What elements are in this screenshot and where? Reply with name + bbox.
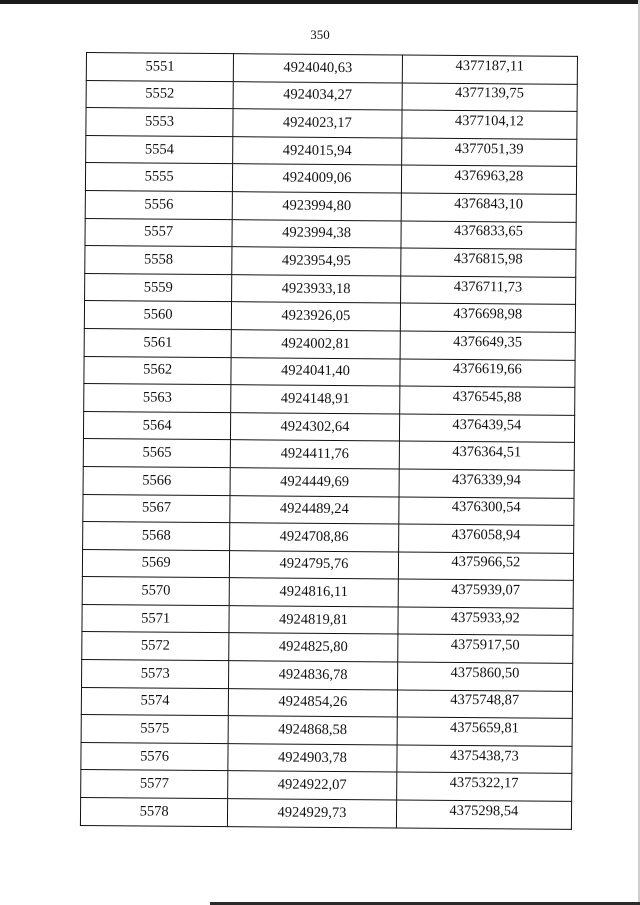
cell-text: 4375659,81: [450, 719, 520, 737]
point-number-cell: [83, 439, 230, 468]
x-coordinate-cell: [229, 661, 398, 690]
x-coordinate-cell: [228, 799, 397, 828]
x-coordinate-cell: [234, 54, 403, 83]
cell-text: 5564: [142, 416, 172, 434]
cell-text: 5571: [141, 610, 171, 627]
x-coordinate-cell: [228, 743, 397, 772]
point-number-cell: [83, 522, 230, 551]
cell-text: 4924854,26: [278, 693, 348, 711]
scan-border-top: [0, 0, 640, 4]
point-number-cell: [85, 190, 232, 219]
y-coordinate-cell: [401, 221, 577, 250]
cell-text: 4924795,76: [279, 556, 349, 573]
cell-text: 4376963,28: [454, 168, 524, 185]
cell-text: 4377104,12: [454, 112, 524, 130]
y-coordinate-cell: [400, 303, 576, 332]
cell-text: 5566: [142, 472, 172, 489]
y-coordinate-cell: [397, 662, 573, 691]
x-coordinate-cell: [232, 302, 401, 331]
y-coordinate-cell: [396, 745, 572, 774]
cell-text: 4376698,98: [453, 306, 523, 323]
table-row: [84, 384, 575, 415]
y-coordinate-cell: [398, 524, 574, 553]
cell-text: 4376833,65: [453, 223, 523, 240]
cell-text: 4924922,07: [277, 776, 347, 794]
cell-text: 4377139,75: [454, 85, 524, 102]
cell-text: 4924411,76: [280, 445, 350, 463]
cell-text: 4376364,51: [452, 443, 522, 461]
table-row: [85, 190, 576, 221]
x-coordinate-cell: [230, 550, 399, 579]
cell-text: 4924302,64: [280, 418, 350, 435]
cell-text: 4923994,38: [282, 224, 352, 242]
table-row: [82, 660, 573, 691]
y-coordinate-cell: [401, 165, 577, 194]
cell-text: 5555: [144, 168, 174, 185]
table-row: [85, 273, 576, 304]
cell-text: 4924449,69: [280, 473, 350, 490]
y-coordinate-cell: [397, 634, 573, 663]
cell-text: 4924023,17: [282, 114, 352, 132]
cell-text: 4924903,78: [277, 749, 347, 766]
table-row: [81, 687, 572, 718]
point-number-cell: [81, 742, 228, 771]
cell-text: 4376339,94: [451, 471, 521, 489]
cell-text: 4376843,10: [454, 195, 524, 213]
table-row: [83, 439, 574, 470]
cell-text: 4376711,73: [453, 278, 523, 295]
point-number-cell: [83, 411, 230, 440]
table-row: [86, 80, 577, 111]
x-coordinate-cell: [230, 468, 399, 497]
y-coordinate-cell: [399, 469, 575, 498]
y-coordinate-cell: [400, 248, 576, 277]
point-number-cell: [84, 356, 231, 385]
cell-text: 4924009,06: [282, 169, 352, 187]
y-coordinate-cell: [400, 359, 576, 388]
cell-text: 5575: [140, 720, 170, 737]
cell-text: 5554: [144, 141, 174, 158]
table-row: [80, 798, 571, 829]
point-number-cell: [82, 660, 229, 689]
cell-text: 4376649,35: [453, 333, 523, 351]
cell-text: 5565: [142, 444, 172, 461]
x-coordinate-cell: [233, 109, 402, 138]
cell-text: 4375966,52: [451, 554, 521, 571]
cell-text: 4924040,63: [283, 59, 353, 76]
y-coordinate-cell: [396, 772, 572, 801]
cell-text: 5562: [143, 361, 173, 379]
cell-text: 5563: [142, 389, 172, 406]
y-coordinate-cell: [400, 331, 576, 360]
table-row: [83, 494, 574, 525]
table-row: [82, 604, 573, 635]
cell-text: 4375933,92: [450, 609, 520, 627]
cell-text: 5574: [140, 692, 170, 710]
cell-text: 5561: [143, 334, 173, 351]
table-row: [82, 549, 573, 580]
table-row: [82, 577, 573, 608]
table-row: [84, 328, 575, 359]
y-coordinate-cell: [400, 276, 576, 305]
cell-text: 4924708,86: [279, 528, 349, 545]
point-number-cell: [86, 108, 233, 137]
cell-text: 4924816,11: [279, 583, 348, 601]
cell-text: 4923994,80: [282, 197, 352, 214]
point-number-cell: [83, 494, 230, 523]
point-number-cell: [80, 798, 227, 827]
cell-text: 4924825,80: [278, 638, 348, 656]
x-coordinate-cell: [230, 523, 399, 552]
point-number-cell: [86, 80, 233, 109]
x-coordinate-cell: [232, 247, 401, 276]
x-coordinate-cell: [231, 330, 400, 359]
point-number-cell: [85, 163, 232, 192]
point-number-cell: [82, 549, 229, 578]
x-coordinate-cell: [231, 440, 400, 469]
table-row: [86, 108, 577, 139]
cell-text: 4375322,17: [449, 775, 519, 792]
table-row: [82, 632, 573, 663]
table-row: [86, 53, 577, 84]
cell-text: 4375917,50: [450, 637, 520, 654]
y-coordinate-cell: [396, 800, 572, 829]
point-number-cell: [85, 273, 232, 302]
table-row: [81, 715, 572, 746]
cell-text: 4375298,54: [449, 802, 519, 820]
x-coordinate-cell: [229, 578, 398, 607]
table-row: [83, 522, 574, 553]
cell-text: 4376439,54: [452, 416, 522, 433]
table-row: [83, 411, 574, 442]
table-row: [86, 135, 577, 166]
cell-text: 5556: [144, 196, 174, 213]
table-row: [85, 163, 576, 194]
cell-text: 4923954,95: [281, 252, 351, 270]
cell-text: 4376815,98: [453, 250, 523, 268]
x-coordinate-cell: [228, 716, 397, 745]
point-number-cell: [81, 687, 228, 716]
cell-text: 5558: [143, 251, 174, 268]
y-coordinate-cell: [399, 441, 575, 470]
point-number-cell: [85, 246, 232, 275]
cell-text: 4375438,73: [449, 747, 519, 765]
cell-text: 5553: [145, 113, 175, 130]
cell-text: 4376545,88: [452, 388, 522, 406]
table-row: [83, 466, 574, 497]
cell-text: 5578: [139, 803, 169, 820]
cell-text: 5576: [140, 748, 170, 765]
cell-text: 5570: [141, 582, 171, 599]
page-number: 350: [310, 27, 330, 42]
x-coordinate-cell: [229, 606, 398, 635]
cell-text: 4376619,66: [452, 361, 522, 378]
x-coordinate-cell: [231, 357, 400, 386]
y-coordinate-cell: [399, 386, 575, 415]
y-coordinate-cell: [401, 193, 577, 222]
table-row: [84, 301, 575, 332]
point-number-cell: [85, 218, 232, 247]
cell-text: 5559: [143, 279, 173, 296]
x-coordinate-cell: [232, 274, 401, 303]
cell-text: 5568: [141, 527, 171, 544]
y-coordinate-cell: [398, 552, 574, 581]
point-number-cell: [83, 466, 230, 495]
cell-text: 4375939,07: [451, 581, 521, 599]
cell-text: 5573: [140, 665, 170, 682]
cell-text: 4923933,18: [281, 280, 351, 297]
cell-text: 5557: [144, 223, 174, 241]
x-coordinate-cell: [228, 771, 397, 800]
cell-text: 4924034,27: [283, 86, 353, 104]
cell-text: 5577: [139, 775, 169, 792]
point-number-cell: [82, 604, 229, 633]
cell-text: 4375860,50: [450, 664, 520, 682]
x-coordinate-cell: [233, 164, 402, 193]
y-coordinate-cell: [401, 110, 577, 139]
y-coordinate-cell: [398, 496, 574, 525]
x-coordinate-cell: [233, 81, 402, 110]
coordinates-table-body: [80, 53, 577, 829]
y-coordinate-cell: [398, 607, 574, 636]
x-coordinate-cell: [230, 495, 399, 524]
y-coordinate-cell: [397, 717, 573, 746]
cell-text: 4375748,87: [450, 692, 520, 709]
cell-text: 4923926,05: [281, 307, 351, 325]
x-coordinate-cell: [231, 412, 400, 441]
cell-text: 5569: [141, 554, 171, 572]
point-number-cell: [86, 135, 233, 164]
cell-text: 4924868,58: [278, 721, 348, 739]
cell-text: 5551: [145, 58, 175, 75]
x-coordinate-cell: [229, 633, 398, 662]
point-number-cell: [84, 301, 231, 330]
cell-text: 4377051,39: [454, 140, 524, 158]
table-row: [81, 742, 572, 773]
point-number-cell: [81, 715, 228, 744]
cell-text: 4924148,91: [280, 390, 350, 408]
cell-text: 4376058,94: [451, 526, 521, 544]
x-coordinate-cell: [232, 219, 401, 248]
cell-text: 4924836,78: [278, 666, 348, 683]
y-coordinate-cell: [397, 690, 573, 719]
cell-text: 5572: [140, 637, 171, 654]
y-coordinate-cell: [398, 579, 574, 608]
cell-text: 5567: [141, 499, 172, 516]
x-coordinate-cell: [232, 192, 401, 221]
cell-text: 4924819,81: [279, 611, 349, 628]
y-coordinate-cell: [401, 138, 577, 167]
point-number-cell: [86, 53, 233, 82]
x-coordinate-cell: [233, 136, 402, 165]
coordinates-table: [80, 52, 578, 829]
cell-text: 4924002,81: [281, 335, 351, 352]
cell-text: 5560: [143, 306, 173, 323]
table-row: [84, 356, 575, 387]
cell-text: 4377187,11: [455, 57, 524, 75]
cell-text: 4924929,73: [277, 804, 347, 821]
point-number-cell: [82, 577, 229, 606]
point-number-cell: [84, 328, 231, 357]
x-coordinate-cell: [229, 688, 398, 717]
x-coordinate-cell: [231, 385, 400, 414]
table-row: [85, 246, 576, 277]
y-coordinate-cell: [399, 414, 575, 443]
table-row: [81, 770, 572, 801]
point-number-cell: [82, 632, 229, 661]
y-coordinate-cell: [402, 83, 578, 112]
y-coordinate-cell: [402, 55, 578, 84]
cell-text: 4376300,54: [451, 499, 521, 516]
point-number-cell: [81, 770, 228, 799]
cell-text: 5552: [145, 85, 175, 103]
point-number-cell: [84, 384, 231, 413]
cell-text: 4924015,94: [282, 142, 352, 159]
cell-text: 4924489,24: [279, 500, 349, 518]
table-row: [85, 218, 576, 249]
cell-text: 4924041,40: [280, 362, 350, 380]
